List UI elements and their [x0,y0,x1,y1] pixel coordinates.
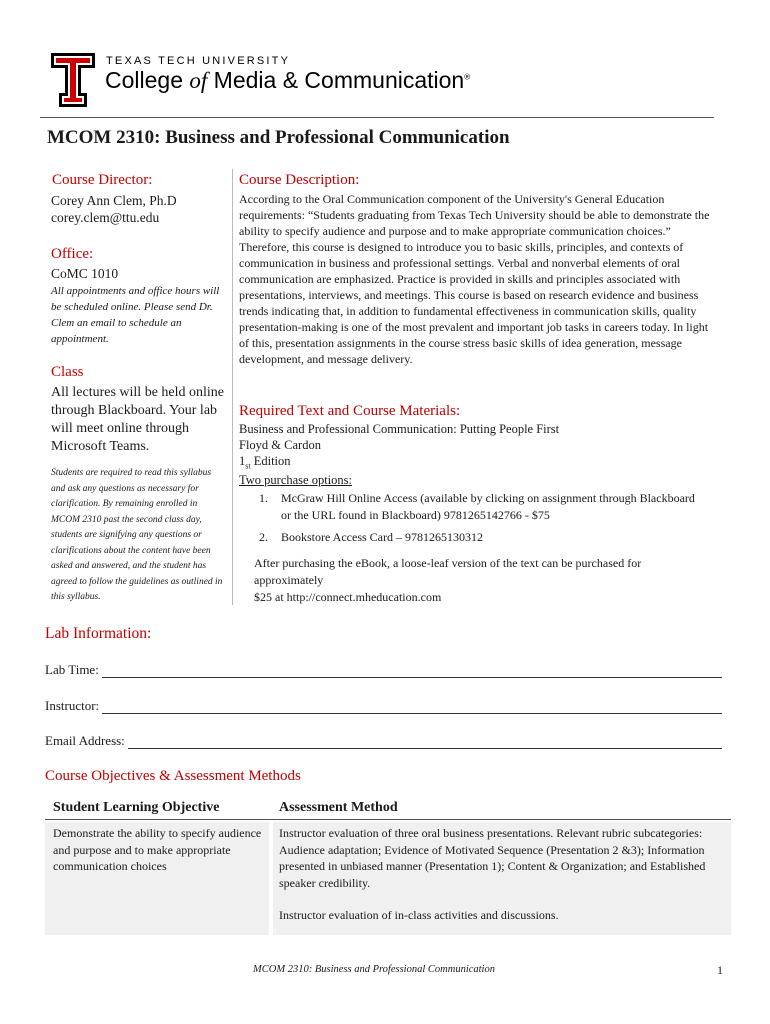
course-description-text: According to the Oral Communication component of the University's General Education requirements: “Students graduating from Texas Tech University should be able to demonstrate the ability to specify audience and purpose and to make appropriate communication choices.” Therefore, this course is designed to introduce you to basic skills, principles, and contexts of communication in business and professional settings. Verbal and nonverbal elements of oral communication are emphasized. Practice is provided in skills and principles associated with presentations, interviews, and meetings. This course is based on research evidence and business trends indicating that, in addition to fundamental effectiveness in communication skills, quality presentation-making is one of the most prevalent and important job tasks in careers today. In light of this, presentation assignments in the course stress basic skills of idea generation, message development, and message delivery. [239,192,710,366]
course-description-heading: Course Description: [239,172,360,188]
required-materials-heading: Required Text and Course Materials: [239,403,461,419]
office-note: All appointments and office hours will be scheduled online. Please send Dr. Clem an email to schedule an appointment. [51,285,220,345]
instructor-field: Instructor: [45,696,722,714]
header-divider [40,117,714,118]
course-director-heading: Course Director: [52,172,153,188]
assessment-column-header: Assessment Method [279,800,398,815]
office-room: CoMC 1010 [51,266,119,281]
page-title: MCOM 2310: Business and Professional Communication [47,127,510,148]
purchase-option: 1. McGraw Hill Online Access (available by clicking on assignment through Blackboard or the URL found in Blackboard) 9781265142766 - $75 [259,491,695,522]
university-name: TEXAS TECH UNIVERSITY [106,55,291,67]
footer-text: MCOM 2310: Business and Professional Communication [253,964,495,975]
class-heading: Class [51,364,84,380]
purchase-options-list [251,490,701,546]
class-text: All lectures will be held online through Blackboard. Your lab will meet online through Microsoft Teams. [51,385,225,454]
book-title: Business and Professional Communication: Putting People First [239,422,560,436]
college-logo [50,52,471,108]
double-t-logo-icon [50,52,96,108]
table-header-rule [45,819,731,820]
email-address-field: Email Address: [45,731,722,749]
objectives-heading: Course Objectives & Assessment Methods [45,768,301,784]
assessment-cell [273,822,731,935]
ebook-note: After purchasing the eBook, a loose-leaf version of the text can be purchased for approximately $25 at http://connect.mheducation.com [254,556,642,604]
lab-time-field: Lab Time: [45,660,722,678]
office-heading: Office: [51,246,94,262]
objective-cell: Demonstrate the ability to specify audience and purpose and to make appropriate communication choices [45,822,269,935]
syllabus-note: Students are required to read this syllabus and ask any questions as necessary for clarification. By remaining enrolled in MCOM 2310 past the second class day, students are signifying any questions or clarifications about the content have been asked and answered, and the student has agreed to follow the guidelines as outlined in this syllabus. [51,468,223,602]
purchase-options-heading: Two purchase options: [239,473,352,487]
lab-information-heading: Lab Information: [45,625,152,642]
book-edition: $1_{st}$ Edition [239,454,291,471]
director-name: Corey Ann Clem, Ph.D [51,193,177,208]
assessment-method-a: Instructor evaluation of three oral business presentations. Relevant rubric subcategories: Audience adaptation; Evidence of Motivated Sequence (Presentation 2 &3); Information presented in unbiased manner (Presentation 1); Content & Organization; and Established speaker credibility. [279,826,706,890]
book-authors: Floyd & Cardon [239,438,321,452]
college-name: College of Media & Communication® [105,67,471,93]
director-email: corey.clem@ttu.edu [51,210,160,225]
objective-column-header: Student Learning Objective [53,800,220,815]
column-divider [232,169,233,605]
purchase-option: 2. Bookstore Access Card – 9781265130312 [259,530,483,544]
page-number: 1 [717,963,723,977]
assessment-method-b: Instructor evaluation of in-class activities and discussions. [279,908,559,922]
